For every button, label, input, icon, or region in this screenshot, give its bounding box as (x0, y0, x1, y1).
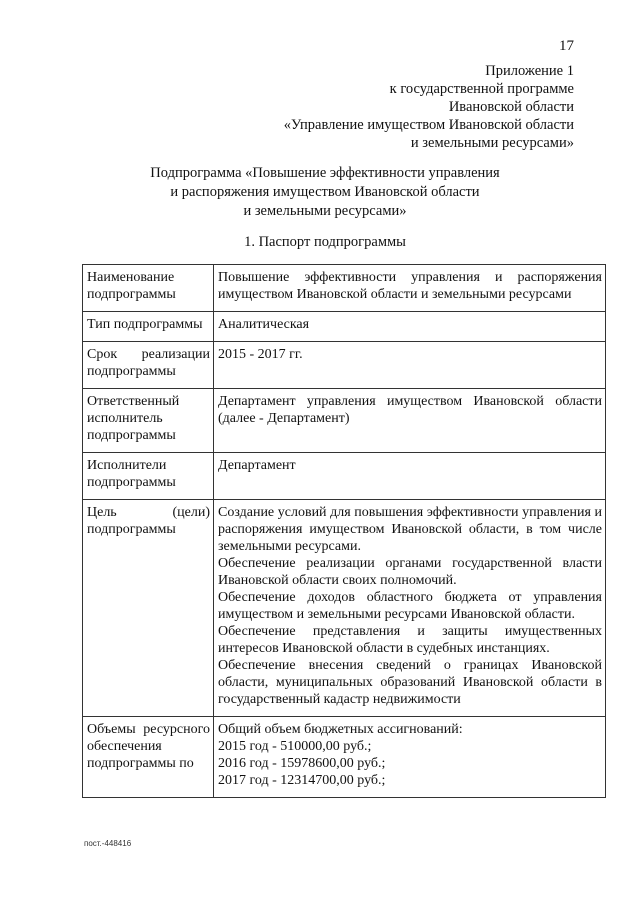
row-label: Срок реализации подпрограммы (83, 342, 214, 389)
row-label: Ответственный исполнитель подпрограммы (83, 389, 214, 453)
row-value (214, 453, 606, 500)
appendix-line: Приложение 1 (485, 63, 574, 79)
row-value-paragraph: 2015 год - 510000,00 руб.; (218, 739, 372, 754)
row-value-paragraph: Департамент (218, 458, 296, 473)
row-value-paragraph: Создание условий для повышения эффективности управления и распоряжения имуществом Ивановской области, в том числе земельными ресурсами. (218, 505, 602, 554)
row-value (214, 389, 606, 453)
appendix-heading (284, 62, 574, 152)
table-row (83, 453, 606, 500)
appendix-line: «Управление имуществом Ивановской области (283, 117, 574, 133)
passport-table (82, 264, 606, 798)
row-value (214, 265, 606, 312)
subprogram-title-line: и распоряжения имуществом Ивановской области (170, 184, 480, 200)
appendix-line: и земельными ресурсами» (410, 135, 574, 151)
row-value-paragraph: Обеспечение представления и защиты имущественных интересов Ивановской области в судебных инстанциях. (218, 624, 602, 656)
subprogram-title (0, 164, 640, 221)
table-row (83, 717, 606, 798)
row-value-paragraph: 2016 год - 15978600,00 руб.; (218, 756, 386, 771)
row-label: Наименование подпрограммы (83, 265, 214, 312)
passport-table-body (83, 265, 606, 798)
row-label: Объемы ресурсного обеспечения подпрограммы по (83, 717, 214, 798)
row-value-paragraph: Обеспечение реализации органами государственной власти Ивановской области своих полномочий. (218, 556, 602, 588)
row-label: Цель (цели) подпрограммы (83, 500, 214, 717)
page-number: 17 (559, 38, 574, 54)
row-value-paragraph: Обеспечение внесения сведений о границах Ивановской области, муниципальных образований Ивановской области в государственный кадастр недвижимости (218, 658, 602, 707)
footer-code: пост.-448416 (84, 839, 132, 848)
appendix-line: к государственной программе (389, 81, 574, 97)
row-label: Исполнители подпрограммы (83, 453, 214, 500)
row-value (214, 312, 606, 342)
table-row (83, 389, 606, 453)
appendix-line: Ивановской области (448, 99, 574, 115)
table-row (83, 312, 606, 342)
row-value-paragraph: Аналитическая (218, 317, 310, 332)
row-value-paragraph: Повышение эффективности управления и распоряжения имуществом Ивановской области и земельными ресурсами (218, 270, 602, 302)
row-value-paragraph: Департамент управления имуществом Ивановской области (далее - Департамент) (218, 394, 602, 426)
row-value (214, 342, 606, 389)
row-value-paragraph: Общий объем бюджетных ассигнований: (218, 722, 463, 737)
section-heading: 1. Паспорт подпрограммы (244, 234, 406, 250)
subprogram-title-line: и земельными ресурсами» (243, 203, 407, 219)
row-value-paragraph: Обеспечение доходов областного бюджета от управления имуществом и земельными ресурсами Ивановской области. (218, 590, 602, 622)
row-value-paragraph: 2015 - 2017 гг. (218, 347, 303, 362)
row-value (214, 500, 606, 717)
table-row (83, 342, 606, 389)
row-value (214, 717, 606, 798)
table-row (83, 500, 606, 717)
subprogram-title-line: Подпрограмма «Повышение эффективности управления (150, 165, 500, 181)
row-value-paragraph: 2017 год - 12314700,00 руб.; (218, 773, 386, 788)
table-row (83, 265, 606, 312)
row-label: Тип подпрограммы (83, 312, 214, 342)
